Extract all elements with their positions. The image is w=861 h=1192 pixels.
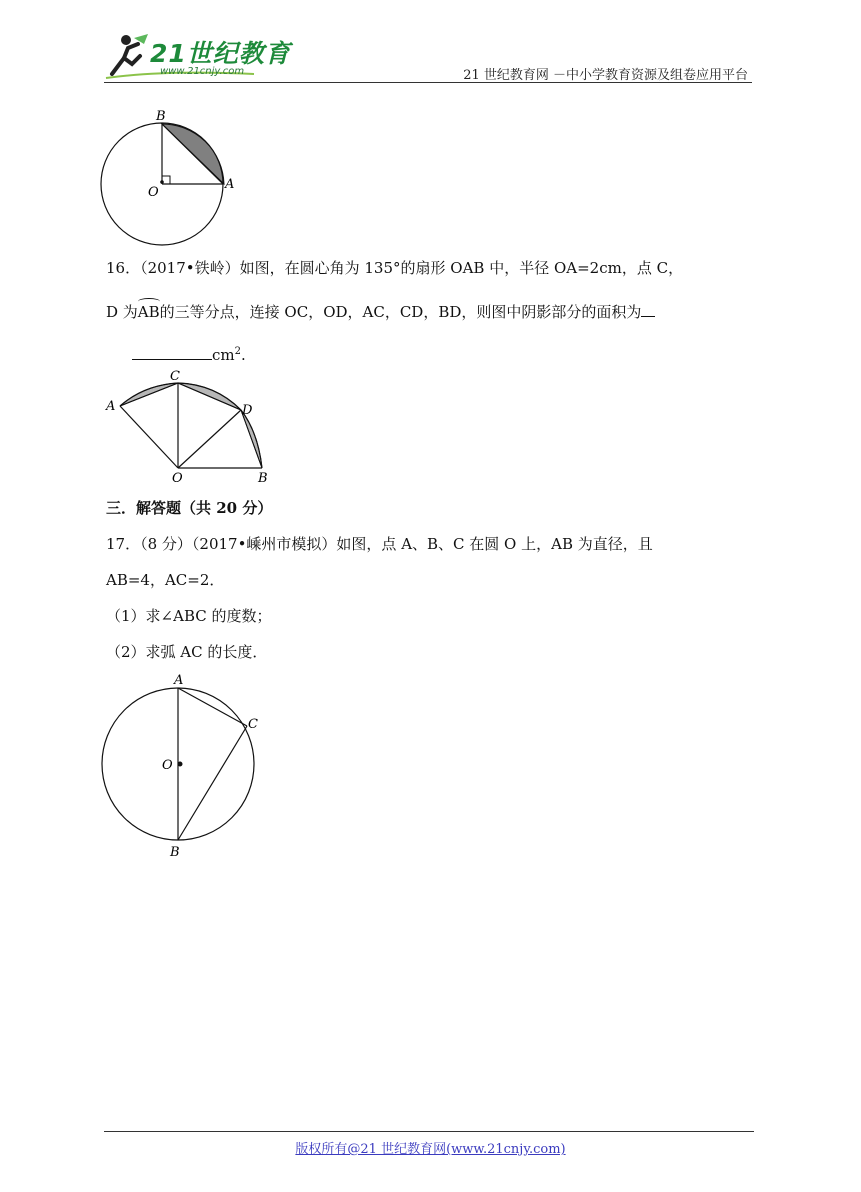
header-divider [104,82,752,83]
footer-divider [104,1131,754,1132]
label-A: A [106,399,116,414]
label-B: B [156,109,166,124]
label-A: A [225,177,235,192]
label-A: A [174,673,184,688]
footer-copyright-link[interactable]: 版权所有@21 世纪教育网(www.21cnjy.com) [295,1142,566,1157]
label-O: O [162,758,173,773]
section-title: 三．解答题（共 20 分） [106,499,273,517]
label-O: O [172,471,183,486]
q16-line2: D 为AB的三等分点，连接 OC，OD，AC，CD，BD，则图中阴影部分的面积为 [106,302,655,322]
label-D: D [242,403,253,418]
q17-line2: AB=4，AC=2． [106,571,225,589]
q17-part1: （1）求∠ABC 的度数； [106,607,272,625]
q17-part2: （2）求弧 AC 的长度． [106,643,268,661]
q17-line1: 17．（8 分）（2017•嵊州市模拟）如图，点 A、B、C 在圆 O 上，AB 为直径，且 [106,535,653,553]
label-C: C [248,717,258,732]
arc-ab: AB [137,303,160,321]
header-title: 21 世纪教育网 －中小学教育资源及组卷应用平台 [463,68,748,83]
label-O: O [148,185,159,200]
q16-line3: $cm^2$. [132,342,246,365]
figure-circle-diameter [100,670,270,860]
figure-sector-135 [100,370,280,488]
label-B: B [170,845,180,860]
logo-url: www.21cnjy.com [160,66,245,77]
label-B: B [258,471,268,486]
label-C: C [170,370,180,384]
logo-text: 21世纪教育 [150,39,291,68]
figure-circle-sector [100,104,250,246]
answer-blank [132,345,212,360]
q16-line1: 16．（2017•铁岭）如图，在圆心角为 135°的扇形 OAB 中，半径 OA=2cm，点 C， [106,259,684,277]
